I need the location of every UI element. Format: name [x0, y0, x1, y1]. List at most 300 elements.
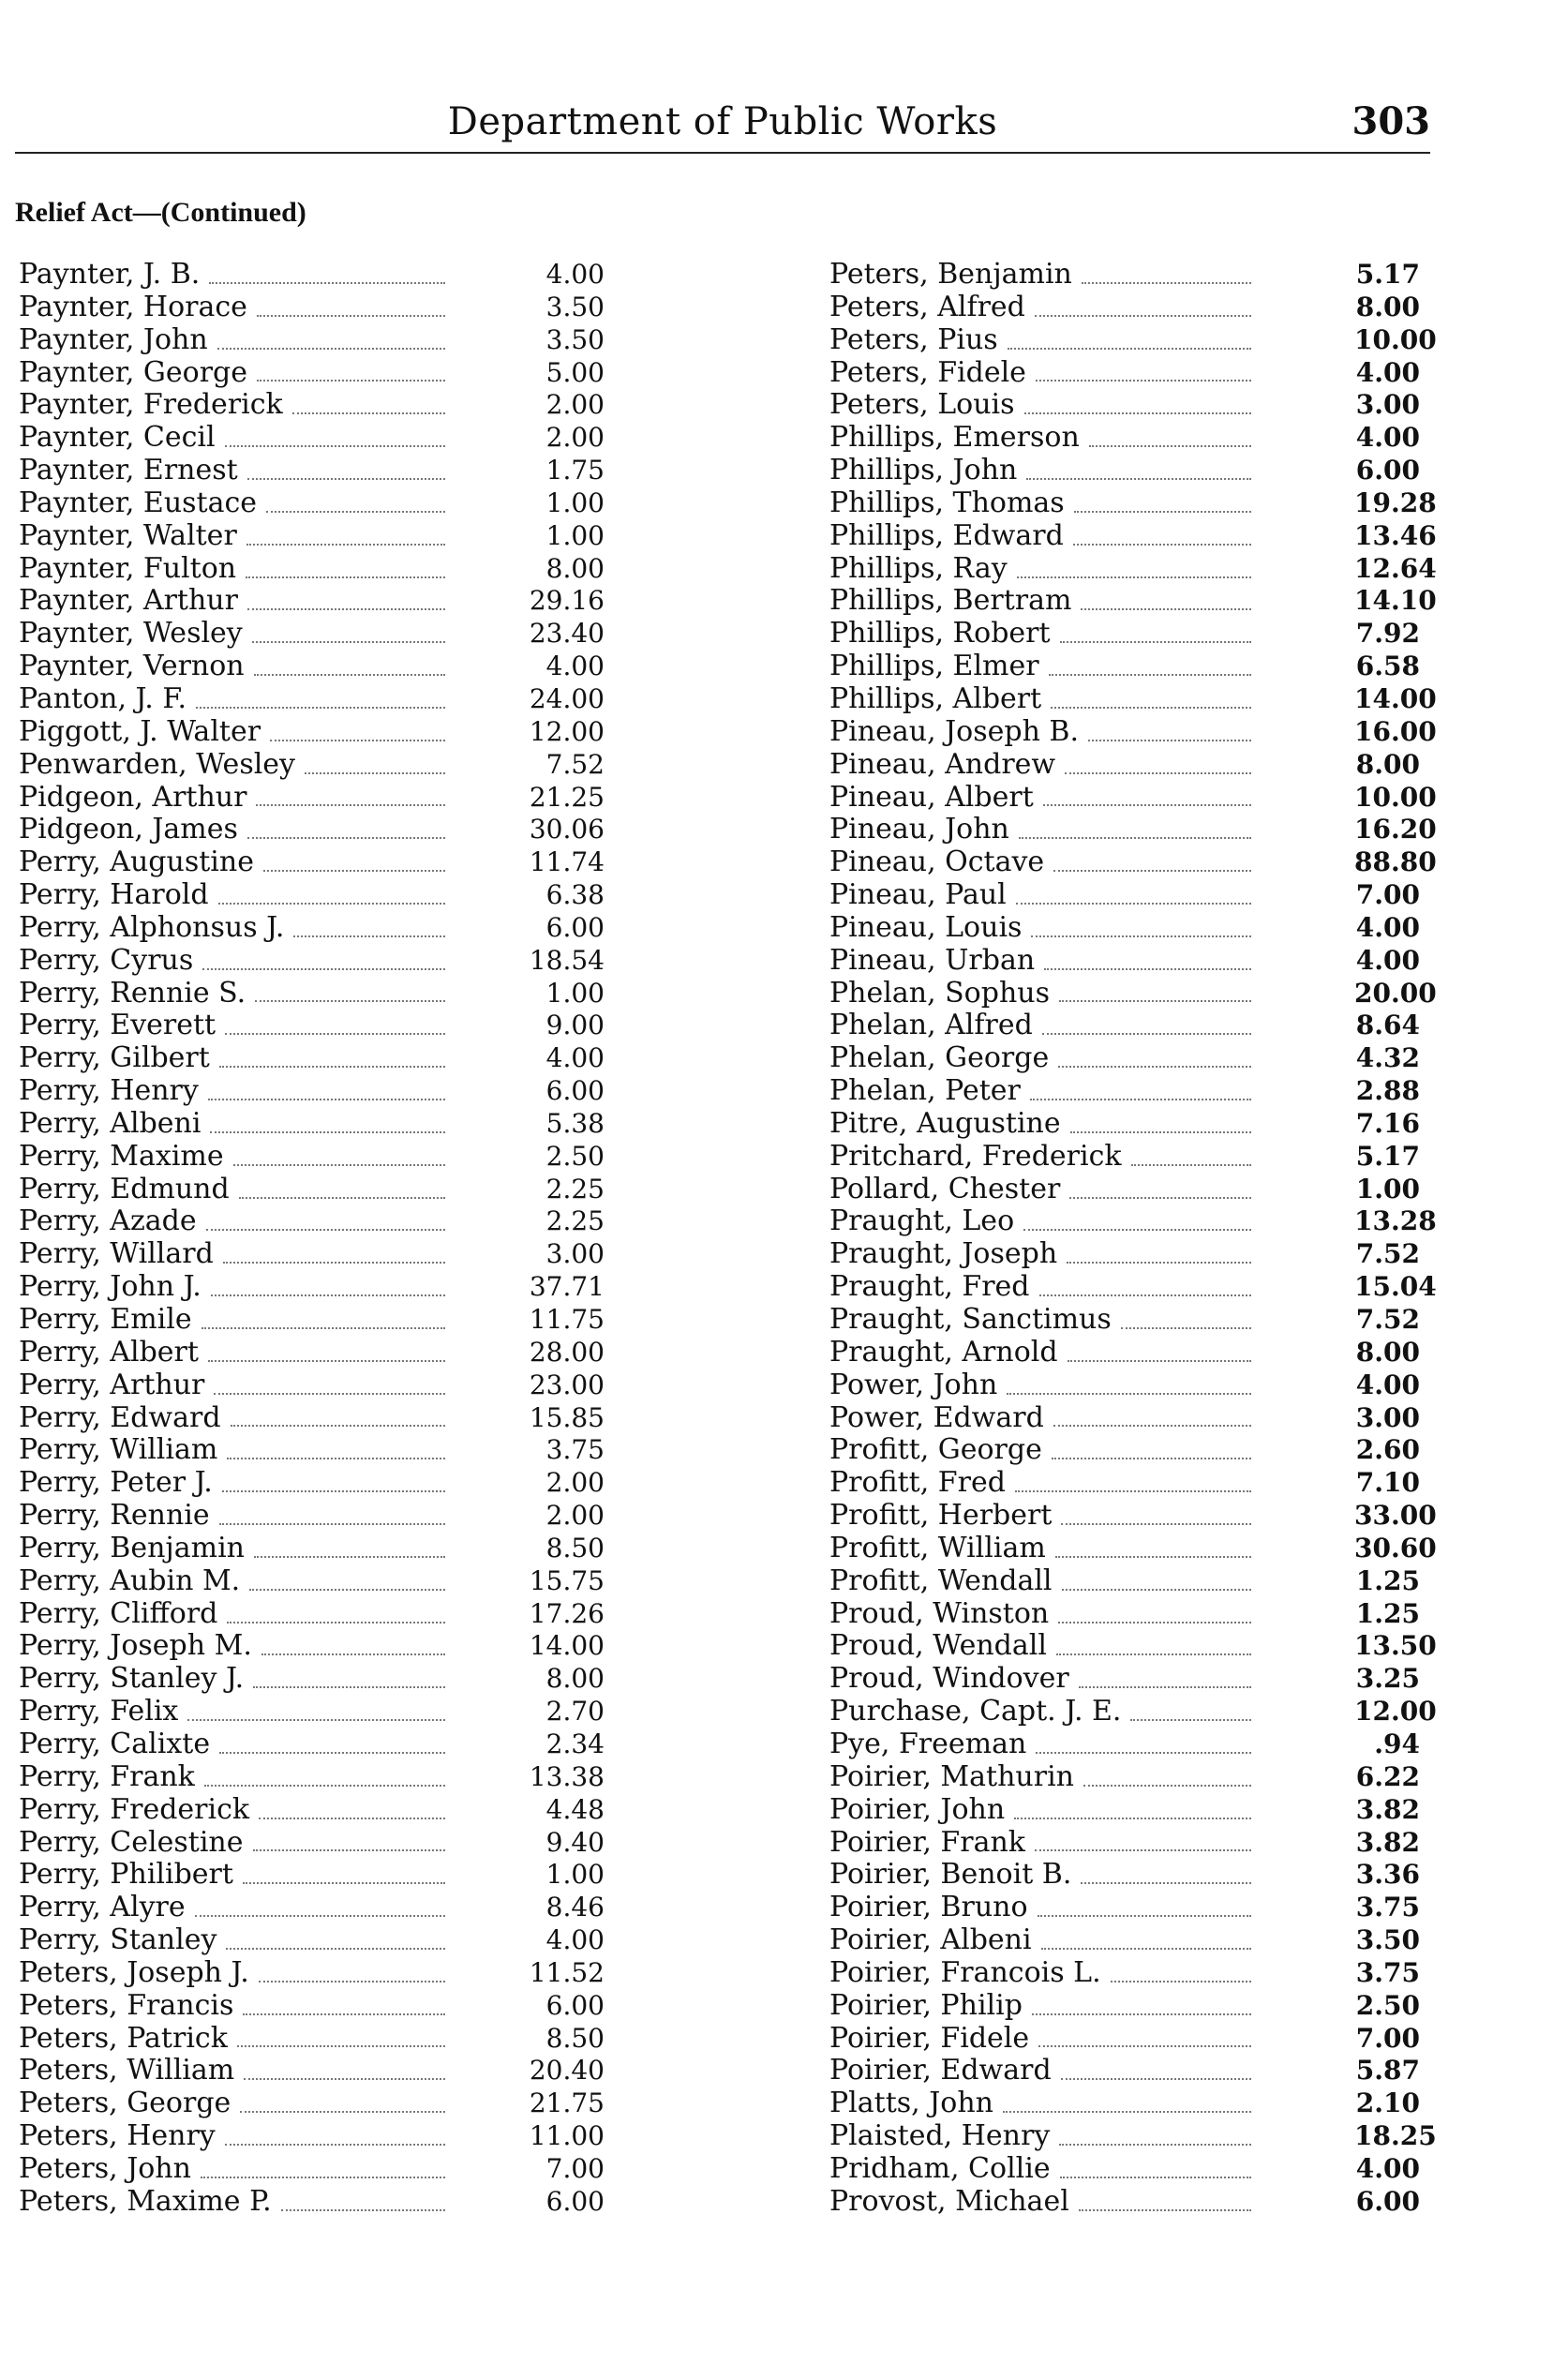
entry-name: Profitt, William: [829, 1531, 1046, 1564]
list-item: [19, 846, 605, 879]
entry-amount: 1.00: [545, 486, 605, 518]
list-item: [19, 1728, 605, 1761]
entry-amount: 19.28: [1354, 486, 1437, 518]
entry-name: Perry, Rennie: [19, 1499, 210, 1533]
dot-leader: [1055, 1555, 1251, 1558]
entry-name: Proud, Wendall: [829, 1629, 1047, 1663]
entry-amount: 2.25: [545, 1173, 605, 1204]
dot-leader: [1062, 1588, 1251, 1591]
entry-amount: 5.87: [1355, 2055, 1420, 2087]
entry-name: Poirier, Bruno: [829, 1891, 1028, 1924]
entry-name: Phelan, George: [829, 1041, 1050, 1075]
entry-name: Pollard, Chester: [829, 1172, 1061, 1205]
list-item: [829, 551, 1437, 586]
list-item: [829, 1728, 1420, 1761]
list-item: [19, 749, 605, 782]
dot-leader: [1041, 1947, 1251, 1950]
list-item: [19, 814, 605, 846]
entry-name: Perry, Edmund: [19, 1172, 230, 1205]
entry-amount: 7.52: [1355, 1238, 1420, 1270]
entry-name: Poirier, Francois L.: [829, 1955, 1101, 1989]
entry-name: Phillips, Albert: [829, 681, 1042, 715]
list-item: [829, 976, 1437, 1010]
list-item: [829, 455, 1420, 487]
entry-name: Perry, Rennie S.: [19, 976, 246, 1010]
entry-name: Phillips, Emerson: [829, 421, 1080, 455]
entry-name: Pye, Freeman: [829, 1727, 1027, 1760]
dot-leader: [263, 869, 445, 872]
dot-leader: [1003, 2110, 1251, 2113]
list-item: [19, 1500, 605, 1533]
list-item: [829, 518, 1437, 553]
entry-name: Paynter, Eustace: [19, 486, 258, 519]
dot-leader: [1081, 607, 1251, 610]
list-item: [19, 912, 605, 945]
dot-leader: [1023, 1228, 1251, 1231]
list-item: [19, 2023, 605, 2056]
entry-amount: 8.64: [1355, 1010, 1420, 1041]
dot-leader: [209, 281, 445, 284]
entry-name: Paynter, Frederick: [19, 388, 283, 422]
list-item: [829, 2186, 1420, 2219]
entry-name: Poirier, John: [829, 1792, 1006, 1826]
dot-leader: [219, 1751, 445, 1754]
entry-name: Paynter, Horace: [19, 290, 247, 323]
entry-amount: 18.54: [529, 944, 605, 976]
entry-amount: 1.00: [545, 1859, 605, 1891]
entry-amount: 1.25: [1355, 1564, 1420, 1596]
entry-amount: 1.75: [545, 455, 605, 486]
dot-leader: [1017, 576, 1251, 578]
dot-leader: [1052, 1457, 1251, 1459]
entry-name: Pineau, Albert: [829, 780, 1034, 814]
entry-amount: 8.00: [545, 552, 605, 584]
entry-amount: 8.00: [1355, 748, 1420, 780]
list-item: [19, 1467, 605, 1500]
dot-leader: [305, 771, 445, 774]
dot-leader: [249, 1588, 445, 1591]
entry-name: Poirier, Frank: [829, 1825, 1025, 1859]
entry-amount: 33.00: [1354, 1500, 1437, 1532]
entry-amount: 2.25: [545, 1205, 605, 1237]
list-item: [19, 259, 605, 292]
entry-name: Paynter, John: [19, 322, 208, 356]
entry-name: Peters, John: [19, 2151, 191, 2185]
entry-name: Perry, Augustine: [19, 845, 254, 879]
entry-amount: 4.00: [545, 651, 605, 682]
entry-amount: 11.00: [529, 2120, 605, 2152]
list-item: [19, 389, 605, 422]
entry-amount: 13.38: [529, 1760, 605, 1792]
entry-name: Perry, Arthur: [19, 1368, 205, 1401]
entry-amount: 4.00: [1355, 944, 1420, 976]
entry-amount: 37.71: [529, 1271, 605, 1303]
dot-leader: [1038, 1914, 1251, 1917]
list-item: [829, 749, 1420, 782]
dot-leader: [254, 1555, 445, 1558]
dot-leader: [1042, 1032, 1251, 1035]
entry-amount: 21.75: [529, 2087, 605, 2119]
entry-amount: 7.00: [1355, 879, 1420, 911]
entry-amount: 9.00: [545, 1010, 605, 1041]
entry-name: Profitt, George: [829, 1433, 1042, 1467]
dot-leader: [195, 1914, 445, 1917]
entry-amount: 14.00: [529, 1630, 605, 1662]
entry-name: Phillips, Edward: [829, 518, 1064, 552]
entry-amount: 13.46: [1354, 519, 1437, 551]
dot-leader: [218, 902, 445, 905]
list-item: [19, 1859, 605, 1892]
entry-name: Perry, Maxime: [19, 1139, 224, 1173]
entry-amount: 3.00: [545, 1238, 605, 1270]
entry-amount: 4.00: [545, 259, 605, 290]
entry-amount: 23.40: [529, 618, 605, 650]
entry-amount: 6.00: [545, 911, 605, 943]
list-item: [19, 1238, 605, 1271]
list-item: [19, 292, 605, 324]
entry-name: Peters, Fidele: [829, 355, 1026, 389]
list-item: [19, 716, 605, 749]
entry-amount: 2.34: [545, 1728, 605, 1759]
entry-amount: 17.26: [529, 1597, 605, 1629]
list-item: [829, 584, 1437, 618]
entry-name: Peters, William: [19, 2054, 235, 2087]
entry-amount: 3.75: [1355, 1956, 1420, 1988]
dot-leader: [252, 640, 445, 643]
entry-amount: 3.50: [545, 291, 605, 322]
entry-amount: 20.40: [529, 2055, 605, 2087]
dot-leader: [246, 576, 445, 578]
dot-leader: [202, 1326, 445, 1329]
list-item: [19, 618, 605, 651]
dot-leader: [253, 1848, 446, 1851]
dot-leader: [1036, 379, 1251, 382]
entry-name: Perry, William: [19, 1433, 218, 1467]
list-item: [829, 1957, 1420, 1990]
entry-name: Peters, Maxime P.: [19, 2184, 272, 2218]
entry-name: Peters, Alfred: [829, 290, 1025, 323]
list-item: [829, 422, 1420, 455]
dot-leader: [243, 2012, 445, 2015]
entry-amount: 8.50: [545, 1532, 605, 1564]
dot-leader: [1130, 1718, 1251, 1721]
dot-leader: [261, 1653, 445, 1655]
entry-amount: 14.00: [1354, 682, 1437, 714]
entry-name: Panton, J. F.: [19, 681, 187, 715]
dot-leader: [257, 314, 445, 317]
dot-leader: [259, 1980, 445, 1982]
entry-name: Perry, Albeni: [19, 1106, 202, 1140]
entry-name: Plaisted, Henry: [829, 2119, 1051, 2153]
entry-amount: 20.00: [1354, 977, 1437, 1009]
list-item: [829, 945, 1420, 978]
entry-name: Phelan, Sophus: [829, 976, 1050, 1010]
entry-amount: 4.00: [1355, 422, 1420, 454]
list-item: [829, 1531, 1437, 1565]
list-item: [19, 2087, 605, 2120]
list-item: [19, 1141, 605, 1174]
entry-name: Pineau, Andrew: [829, 747, 1056, 781]
dot-leader: [206, 1228, 445, 1231]
entry-amount: 4.00: [1355, 356, 1420, 388]
list-item: [19, 1174, 605, 1206]
list-item: [19, 978, 605, 1010]
list-item: [19, 553, 605, 586]
dot-leader: [239, 1196, 445, 1199]
dot-leader: [1061, 2077, 1251, 2080]
list-item: [829, 912, 1420, 945]
dot-leader: [219, 1065, 445, 1068]
entry-name: Phillips, Ray: [829, 551, 1008, 585]
list-item: [19, 2186, 605, 2219]
dot-leader: [1070, 1130, 1251, 1133]
entry-name: Proud, Winston: [829, 1596, 1050, 1630]
entry-amount: 5.17: [1355, 259, 1420, 290]
list-item: [19, 2153, 605, 2186]
dot-leader: [293, 935, 445, 937]
entry-amount: 30.60: [1354, 1532, 1437, 1564]
entry-name: Profitt, Herbert: [829, 1499, 1053, 1533]
dot-leader: [259, 1817, 445, 1819]
entry-name: Perry, Azade: [19, 1204, 197, 1238]
dot-leader: [1053, 869, 1251, 872]
entry-amount: 24.00: [529, 682, 605, 714]
entry-amount: 7.00: [1355, 2022, 1420, 2054]
entry-name: Poirier, Mathurin: [829, 1759, 1074, 1793]
list-item: [829, 259, 1420, 292]
list-item: [829, 1467, 1420, 1500]
entry-amount: 23.00: [529, 1369, 605, 1400]
dot-leader: [219, 1522, 445, 1525]
entry-amount: 8.00: [1355, 291, 1420, 322]
list-item: [19, 1434, 605, 1467]
entry-amount: 2.00: [545, 1500, 605, 1532]
entry-name: Perry, Cyrus: [19, 943, 194, 977]
dot-leader: [204, 1784, 445, 1787]
page-title: Department of Public Works: [447, 100, 998, 143]
dot-leader: [1088, 739, 1251, 741]
list-item: [829, 1990, 1420, 2023]
entry-name: Perry, Celestine: [19, 1825, 244, 1859]
dot-leader: [233, 1163, 445, 1166]
entry-name: Poirier, Benoit B.: [829, 1858, 1072, 1892]
dot-leader: [1030, 1098, 1251, 1100]
list-item: [829, 1108, 1420, 1141]
section-title: Relief Act—(Continued): [15, 197, 306, 228]
entry-name: Power, Edward: [829, 1400, 1044, 1434]
list-item: [19, 782, 605, 815]
entry-amount: 7.10: [1355, 1467, 1420, 1499]
entry-amount: 2.88: [1355, 1075, 1420, 1107]
entry-name: Pineau, Joseph B.: [829, 714, 1080, 748]
entry-name: Phillips, Elmer: [829, 650, 1039, 683]
dot-leader: [202, 967, 445, 970]
dot-leader: [1056, 1653, 1251, 1655]
entry-name: Phillips, Thomas: [829, 486, 1065, 519]
dot-leader: [281, 2208, 445, 2211]
entry-amount: 88.80: [1354, 846, 1437, 878]
dot-leader: [217, 347, 445, 350]
list-item: [19, 585, 605, 618]
dot-leader: [1079, 1685, 1251, 1688]
dot-leader: [223, 1261, 445, 1264]
entry-name: Paynter, Wesley: [19, 617, 243, 651]
entry-amount: 1.00: [545, 977, 605, 1009]
entry-name: Perry, Alphonsus J.: [19, 910, 285, 944]
dot-leader: [247, 607, 445, 610]
list-item: [19, 1827, 605, 1860]
entry-amount: 1.00: [1355, 1173, 1420, 1204]
list-item: [829, 1434, 1420, 1467]
entry-name: Perry, Philibert: [19, 1858, 233, 1892]
entry-name: Power, John: [829, 1368, 998, 1401]
dot-leader: [1065, 771, 1251, 774]
entry-amount: 5.00: [545, 356, 605, 388]
entry-amount: 8.50: [545, 2022, 605, 2054]
entry-amount: 6.00: [545, 1075, 605, 1107]
entry-name: Perry, Aubin M.: [19, 1564, 241, 1597]
entry-name: Perry, Stanley: [19, 1923, 217, 1957]
entry-amount: 8.46: [545, 1892, 605, 1923]
entry-amount: 4.00: [1355, 1369, 1420, 1400]
entry-name: Pidgeon, Arthur: [19, 780, 247, 814]
entry-amount: 15.75: [529, 1564, 605, 1596]
dot-leader: [196, 706, 445, 709]
entry-amount: 14.10: [1354, 585, 1437, 617]
dot-leader: [210, 1130, 445, 1133]
list-item: [829, 357, 1420, 390]
dot-leader: [255, 999, 445, 1002]
page-number: 303: [1351, 99, 1430, 143]
entry-amount: 10.00: [1354, 781, 1437, 813]
entry-name: Pineau, Louis: [829, 910, 1023, 944]
entry-amount: 6.00: [545, 1989, 605, 2021]
entry-name: Pineau, Paul: [829, 878, 1007, 912]
list-item: [19, 1598, 605, 1631]
entry-name: Profitt, Wendall: [829, 1564, 1053, 1597]
list-item: [19, 2055, 605, 2087]
entry-amount: 3.50: [545, 323, 605, 355]
dot-leader: [257, 379, 445, 382]
entry-amount: 1.00: [545, 519, 605, 551]
dot-leader: [1121, 1326, 1251, 1329]
list-item: [829, 2119, 1437, 2153]
list-item: [829, 2055, 1420, 2087]
list-item: [829, 389, 1420, 422]
list-item: [19, 1761, 605, 1794]
dot-leader: [1111, 1980, 1251, 1982]
dot-leader: [1068, 1359, 1251, 1362]
entry-amount: 4.00: [1355, 911, 1420, 943]
entry-name: Praught, Sanctimus: [829, 1303, 1112, 1336]
entry-amount: 2.50: [545, 1140, 605, 1172]
dot-leader: [1067, 1261, 1251, 1264]
list-item: [19, 1205, 605, 1238]
dot-leader: [211, 1294, 445, 1296]
list-item: [829, 1827, 1420, 1860]
left-column: [19, 259, 605, 2219]
entry-name: Pitre, Augustine: [829, 1106, 1061, 1140]
dot-leader: [247, 477, 445, 480]
entry-name: Paynter, Fulton: [19, 551, 237, 585]
entry-name: Poirier, Albeni: [829, 1923, 1032, 1957]
entry-name: Perry, Calixte: [19, 1727, 211, 1760]
entry-name: Phillips, Bertram: [829, 584, 1072, 618]
list-item: [829, 845, 1437, 879]
dot-leader: [1044, 967, 1251, 970]
list-item: [19, 1990, 605, 2023]
entry-amount: 28.00: [529, 1336, 605, 1368]
dot-leader: [1049, 673, 1251, 676]
entry-name: Perry, Peter J.: [19, 1466, 213, 1500]
list-item: [829, 1369, 1420, 1402]
entry-amount: 16.20: [1354, 814, 1437, 845]
list-item: [829, 813, 1437, 846]
list-item: [829, 1924, 1420, 1957]
entry-amount: 2.00: [545, 389, 605, 421]
entry-name: Pidgeon, James: [19, 813, 238, 846]
list-item: [19, 2120, 605, 2153]
entry-amount: 6.00: [545, 2185, 605, 2217]
dot-leader: [1031, 935, 1251, 937]
list-item: [829, 1629, 1437, 1663]
entry-amount: 3.82: [1355, 1826, 1420, 1858]
entry-name: Pritchard, Frederick: [829, 1139, 1122, 1173]
list-item: [19, 1271, 605, 1304]
entry-amount: 6.22: [1355, 1760, 1420, 1792]
list-item: [829, 322, 1437, 357]
entry-name: Purchase, Capt. J. E.: [829, 1695, 1122, 1728]
list-item: [829, 486, 1437, 520]
entry-name: Perry, John J.: [19, 1270, 202, 1304]
dot-leader: [187, 1718, 445, 1721]
list-item: [829, 1499, 1437, 1533]
dot-leader: [1053, 1424, 1251, 1427]
entry-name: Perry, Benjamin: [19, 1531, 245, 1564]
entry-name: Paynter, Arthur: [19, 584, 238, 618]
list-item: [19, 945, 605, 978]
entry-amount: 6.38: [545, 879, 605, 911]
entry-amount: 3.50: [1355, 1924, 1420, 1956]
entry-name: Perry, Stanley J.: [19, 1662, 245, 1696]
dot-leader: [1131, 1163, 1251, 1166]
dot-leader: [243, 1881, 445, 1884]
dot-leader: [1015, 1489, 1251, 1492]
list-item: [19, 1042, 605, 1075]
list-item: [19, 324, 605, 357]
entry-name: Platts, John: [829, 2087, 993, 2120]
entry-amount: 3.75: [1355, 1892, 1420, 1923]
dot-leader: [270, 739, 445, 741]
entry-name: Praught, Leo: [829, 1204, 1015, 1238]
list-item: [829, 780, 1437, 815]
entry-amount: 8.00: [545, 1663, 605, 1695]
list-item: [19, 487, 605, 520]
entry-name: Phelan, Peter: [829, 1074, 1021, 1108]
dot-leader: [1058, 1621, 1251, 1623]
dot-leader: [1019, 836, 1251, 839]
dot-leader: [1089, 444, 1251, 447]
dot-leader: [1051, 706, 1251, 709]
entry-name: Perry, Clifford: [19, 1596, 218, 1630]
entry-name: Peters, Patrick: [19, 2021, 228, 2055]
entry-amount: 12.00: [1354, 1696, 1437, 1728]
list-item: [829, 1892, 1420, 1924]
dot-leader: [240, 2110, 445, 2113]
dot-leader: [1035, 1848, 1251, 1851]
dot-leader: [1079, 2208, 1251, 2211]
list-item: [19, 651, 605, 683]
